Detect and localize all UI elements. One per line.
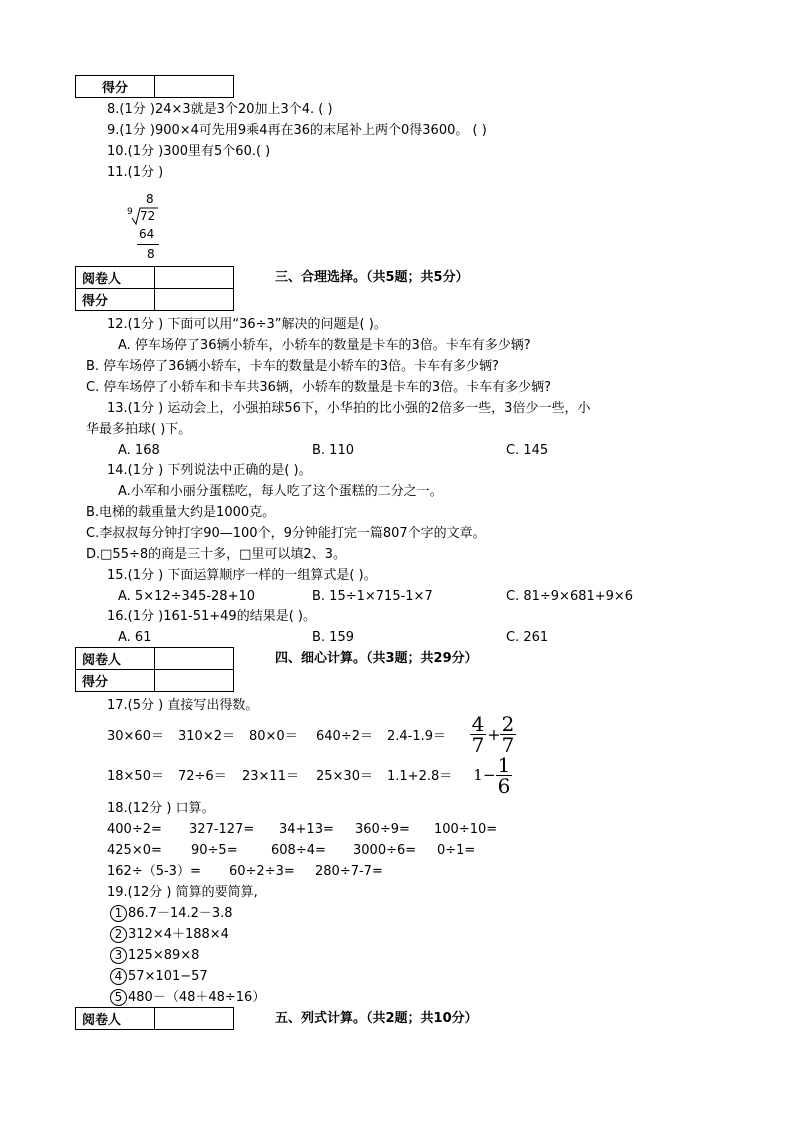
q18-item: 280÷7-7= (315, 864, 383, 879)
q14-option-a: A.小军和小丽分蛋糕吃，每人吃了这个蛋糕的二分之一。 (118, 484, 443, 499)
question-13-cont: 华最多拍球( )下。 (86, 422, 192, 437)
reviewer-blank[interactable] (155, 1008, 234, 1030)
score-table-4 (75, 1007, 234, 1030)
question-11: 11.(1分 ) (107, 165, 164, 180)
division-line (137, 244, 159, 245)
q18-item: 360÷9= (355, 822, 410, 837)
question-16: 16.(1分 )161-51+49的结果是( )。 (107, 609, 316, 624)
question-17: 17.(5分 ) 直接写出得数。 (107, 698, 259, 713)
question-13: 13.(1分 ) 运动会上，小强拍球56下，小华拍的比小强的2倍多一些，3倍少一些，小 (107, 401, 591, 416)
division-product: 64 (139, 227, 155, 241)
circled-number: 1 (110, 905, 127, 922)
fraction-2-7: $\frac{2}{7}$ (501, 712, 515, 757)
circled-number: 3 (110, 947, 127, 964)
q12-option-b: B. 停车场停了36辆小轿车，卡车的数量是小轿车的3倍。卡车有多少辆? (86, 359, 499, 374)
q17-item: 1.1+2.8＝ (387, 769, 453, 784)
section-5-title: 五、列式计算。（共2题；共10分） (275, 1011, 478, 1026)
question-15: 15.(1分 ) 下面运算顺序一样的一组算式是( )。 (107, 568, 377, 583)
question-19: 19.(12分 ) 简算的要简算, (107, 885, 258, 900)
q17-item: 80×0＝ (249, 729, 298, 744)
q14-option-c: C.李叔叔每分钟打字90—100个，9分钟能打完一篇807个字的文章。 (86, 526, 486, 541)
question-8: 8.(1分 )24×3就是3个20加上3个4. ( ) (107, 102, 333, 117)
q15-option-a: A. 5×12÷345-28+10 (118, 589, 256, 604)
q12-option-c: C. 停车场停了小轿车和卡车共36辆，小轿车的数量是卡车的3倍。卡车有多少辆? (86, 380, 552, 395)
q16-option-a: A. 61 (118, 630, 152, 645)
reviewer-blank[interactable] (155, 648, 234, 670)
question-14: 14.(1分 ) 下列说法中正确的是( )。 (107, 463, 312, 478)
q18-item: 162÷（5-3）= (107, 864, 201, 879)
reviewer-label: 阅卷人 (76, 267, 155, 289)
score-table-3 (75, 647, 234, 692)
q17-item: 640÷2＝ (316, 729, 373, 744)
q13-option-b: B. 110 (312, 443, 354, 458)
fraction-4-7: $\frac{4}{7}$ (471, 712, 485, 757)
q16-option-c: C. 261 (506, 630, 549, 645)
division-remainder: 8 (147, 247, 155, 261)
q19-item-4: 4 57×101−57 (110, 968, 208, 986)
reviewer-label: 阅卷人 (76, 1008, 155, 1030)
q18-item: 3000÷6= (353, 843, 417, 858)
q18-item: 327-127= (189, 822, 255, 837)
q19-item-2: 2 312×4＋188×4 (110, 926, 229, 944)
reviewer-blank[interactable] (155, 267, 234, 289)
score-label: 得分 (76, 289, 155, 311)
section-3-title: 三、合理选择。（共5题；共5分） (275, 270, 469, 285)
q14-option-b: B.电梯的载重量大约是1000克。 (86, 505, 276, 520)
q18-item: 100÷10= (434, 822, 498, 837)
score-blank[interactable] (155, 670, 234, 692)
question-10: 10.(1分 )300里有5个60.( ) (107, 144, 271, 159)
q17-item: 72÷6＝ (178, 769, 227, 784)
q13-option-c: C. 145 (506, 443, 549, 458)
plus-operator: + (487, 725, 501, 744)
q13-option-a: A. 168 (118, 443, 160, 458)
q19-item-5: 5 480－（48＋48÷16） (110, 989, 265, 1007)
q15-option-c: C. 81÷9×681+9×6 (506, 589, 634, 604)
q18-item: 425×0= (107, 843, 162, 858)
q14-option-d: D.□55÷8的商是三十多，□里可以填2、3。 (86, 547, 346, 562)
question-12: 12.(1分 ) 下面可以用“36÷3”解决的问题是( )。 (107, 317, 387, 332)
q17-item: 23×11＝ (242, 769, 299, 784)
question-18: 18.(12分 ) 口算。 (107, 801, 215, 816)
q19-item-1: 1 86.7－14.2－3.8 (110, 905, 233, 923)
q17-item: 18×50＝ (107, 769, 164, 784)
q18-item: 90÷5= (191, 843, 238, 858)
score-blank[interactable] (155, 289, 234, 311)
circled-number: 5 (110, 989, 127, 1006)
reviewer-label: 阅卷人 (76, 648, 155, 670)
circled-number: 2 (110, 926, 127, 943)
q17-item: 310×2＝ (178, 729, 235, 744)
score-table-2 (75, 266, 234, 311)
q19-item-3: 3 125×89×8 (110, 947, 199, 965)
circled-number: 4 (110, 968, 127, 985)
q17-item: 2.4-1.9＝ (387, 729, 447, 744)
q18-item: 608÷4= (271, 843, 326, 858)
fraction-1-6: $\frac{1}{6}$ (497, 753, 511, 798)
q17-item: 30×60＝ (107, 729, 164, 744)
division-quotient: 8 (146, 192, 154, 206)
whole-number: 1 (473, 766, 483, 784)
minus-operator: − (483, 766, 496, 784)
score-table-1 (75, 75, 234, 98)
score-blank[interactable] (155, 76, 234, 98)
q18-item: 0÷1= (437, 843, 476, 858)
score-label: 得分 (76, 670, 155, 692)
q18-item: 34+13= (279, 822, 334, 837)
division-dividend: 72 (140, 209, 156, 223)
q18-item: 400÷2= (107, 822, 162, 837)
q16-option-b: B. 159 (312, 630, 354, 645)
q15-option-b: B. 15÷1×715-1×7 (312, 589, 433, 604)
division-divisor: 9 (127, 207, 133, 217)
score-label: 得分 (76, 76, 155, 98)
q17-item: 25×30＝ (316, 769, 373, 784)
q18-item: 60÷2÷3= (229, 864, 295, 879)
question-9: 9.(1分 )900×4可先用9乘4再在36的末尾补上两个0得3600。 ( ) (107, 123, 487, 138)
section-4-title: 四、细心计算。（共3题；共29分） (275, 651, 478, 666)
q12-option-a: A. 停车场停了36辆小轿车，小轿车的数量是卡车的3倍。卡车有多少辆? (118, 338, 531, 353)
